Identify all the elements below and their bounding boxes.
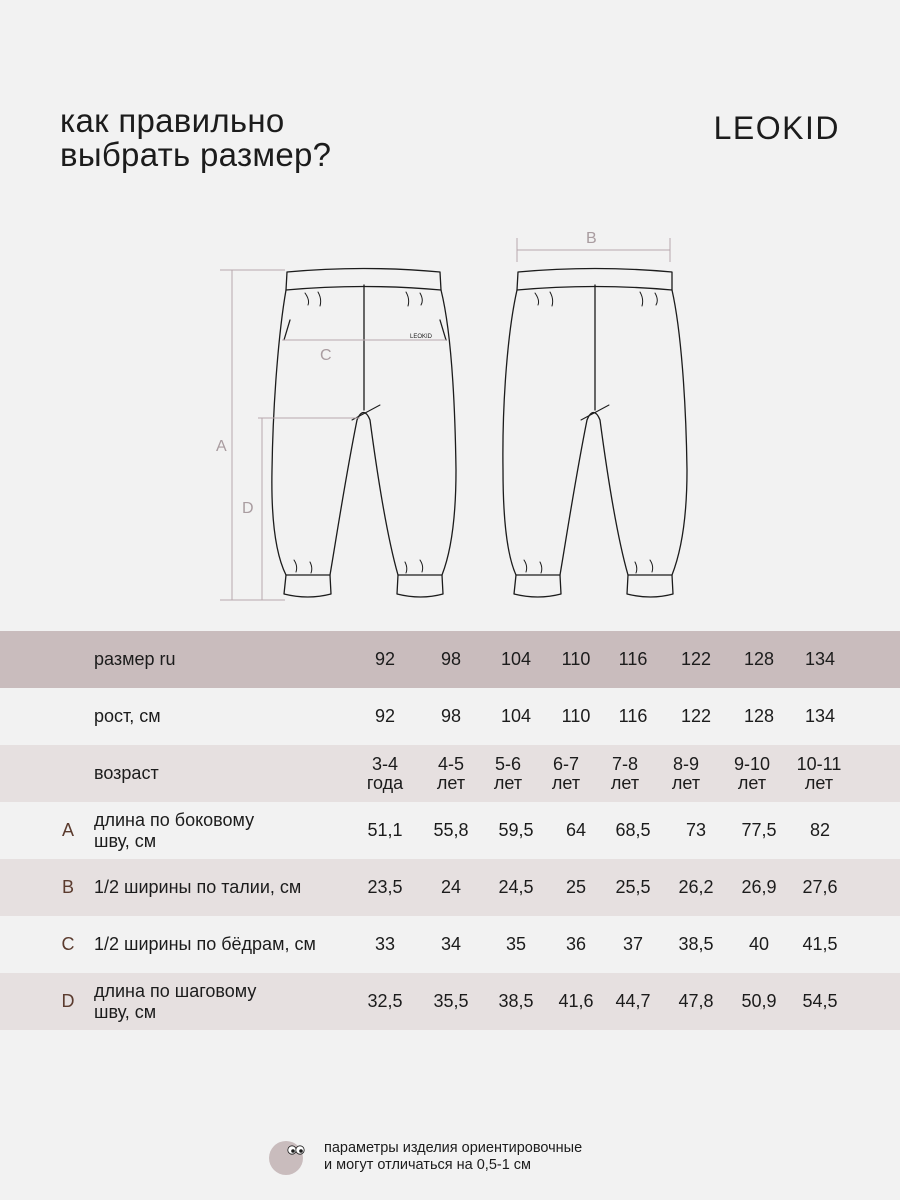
brand-logo: LEOKID [713, 110, 840, 146]
table-cell: 64 [565, 820, 587, 840]
table-cell: 5-6 лет [493, 753, 523, 793]
table-row-height [0, 688, 900, 745]
row-letter: B [61, 877, 74, 897]
size-table [0, 631, 900, 1030]
table-cell: 41,6 [558, 991, 594, 1011]
table-cell: 92 [374, 706, 396, 726]
row-label: рост, см [94, 706, 161, 726]
row-letter [58, 745, 78, 802]
row-letter: D [61, 991, 75, 1011]
front-pants-outline [272, 269, 456, 598]
table-cell: 24 [440, 877, 462, 897]
row-label: размер ru [94, 649, 176, 669]
table-cell: 7-8 лет [610, 753, 640, 793]
dimension-label-a: A [216, 438, 227, 455]
back-pants-outline [503, 269, 687, 598]
table-cell: 104 [500, 649, 532, 669]
table-cell: 40 [748, 934, 770, 954]
dimension-label-d: D [242, 500, 254, 517]
footer-note [268, 1137, 582, 1177]
table-cell: 128 [743, 706, 775, 726]
dimension-label-c: C [320, 347, 332, 364]
table-cell: 10-11 лет [796, 753, 842, 793]
table-cell: 25,5 [615, 877, 651, 897]
table-cell: 8-9 лет [671, 753, 701, 793]
table-cell: 36 [565, 934, 587, 954]
table-cell: 3-4 года [366, 753, 404, 793]
table-cell: 92 [374, 649, 396, 669]
row-label: возраст [94, 763, 159, 783]
table-cell: 32,5 [367, 991, 403, 1011]
table-cell: 26,2 [678, 877, 714, 897]
table-cell: 59,5 [498, 820, 534, 840]
table-cell: 27,6 [802, 877, 838, 897]
table-cell: 134 [804, 706, 836, 726]
table-cell: 77,5 [741, 820, 777, 840]
mascot-icon [268, 1138, 306, 1176]
table-cell: 134 [804, 649, 836, 669]
row-label: длина по боковому шву, см [94, 809, 255, 851]
table-cell: 33 [374, 934, 396, 954]
table-cell: 122 [680, 706, 712, 726]
table-cell: 23,5 [367, 877, 403, 897]
row-label: длина по шаговому шву, см [94, 980, 257, 1022]
table-cell: 47,8 [678, 991, 714, 1011]
table-cell: 44,7 [615, 991, 651, 1011]
table-row-hips [0, 916, 900, 973]
row-letter [58, 688, 78, 745]
row-letter: A [61, 820, 74, 840]
table-cell: 68,5 [615, 820, 651, 840]
table-cell: 35,5 [433, 991, 469, 1011]
table-cell: 110 [561, 649, 591, 669]
table-cell: 51,1 [367, 820, 403, 840]
table-row-inseam [0, 973, 900, 1030]
row-label: 1/2 ширины по талии, см [94, 877, 302, 897]
table-cell: 98 [440, 649, 462, 669]
row-letter [58, 631, 78, 688]
table-cell: 24,5 [498, 877, 534, 897]
table-cell: 34 [440, 934, 462, 954]
table-row-age [0, 745, 900, 802]
table-cell: 26,9 [741, 877, 777, 897]
table-cell: 4-5 лет [436, 753, 466, 793]
table-cell: 38,5 [678, 934, 714, 954]
dimension-label-b: B [586, 230, 597, 247]
row-letter: C [61, 934, 75, 954]
table-row-waist [0, 859, 900, 916]
table-row-size [0, 631, 900, 688]
table-cell: 55,8 [433, 820, 469, 840]
table-cell: 122 [680, 649, 712, 669]
table-cell: 73 [685, 820, 707, 840]
table-cell: 116 [618, 706, 648, 726]
table-cell: 110 [561, 706, 591, 726]
table-cell: 6-7 лет [551, 753, 581, 793]
row-label: 1/2 ширины по бёдрам, см [94, 934, 316, 954]
table-cell: 35 [505, 934, 527, 954]
page-title: как правильно выбрать размер? [60, 102, 332, 173]
table-cell: 41,5 [802, 934, 838, 954]
table-cell: 104 [500, 706, 532, 726]
footer-note-text: параметры изделия ориентировочные и могут отличаться на 0,5-1 см [324, 1140, 583, 1173]
table-cell: 128 [743, 649, 775, 669]
table-cell: 9-10 лет [733, 753, 771, 793]
table-cell: 50,9 [741, 991, 777, 1011]
table-cell: 25 [565, 877, 587, 897]
table-cell: 82 [809, 820, 831, 840]
table-row-side-seam [0, 802, 900, 859]
table-cell: 116 [618, 649, 648, 669]
table-cell: 38,5 [498, 991, 534, 1011]
table-cell: 54,5 [802, 991, 838, 1011]
product-tag: LEOKID [410, 334, 433, 340]
table-cell: 37 [622, 934, 644, 954]
table-cell: 98 [440, 706, 462, 726]
